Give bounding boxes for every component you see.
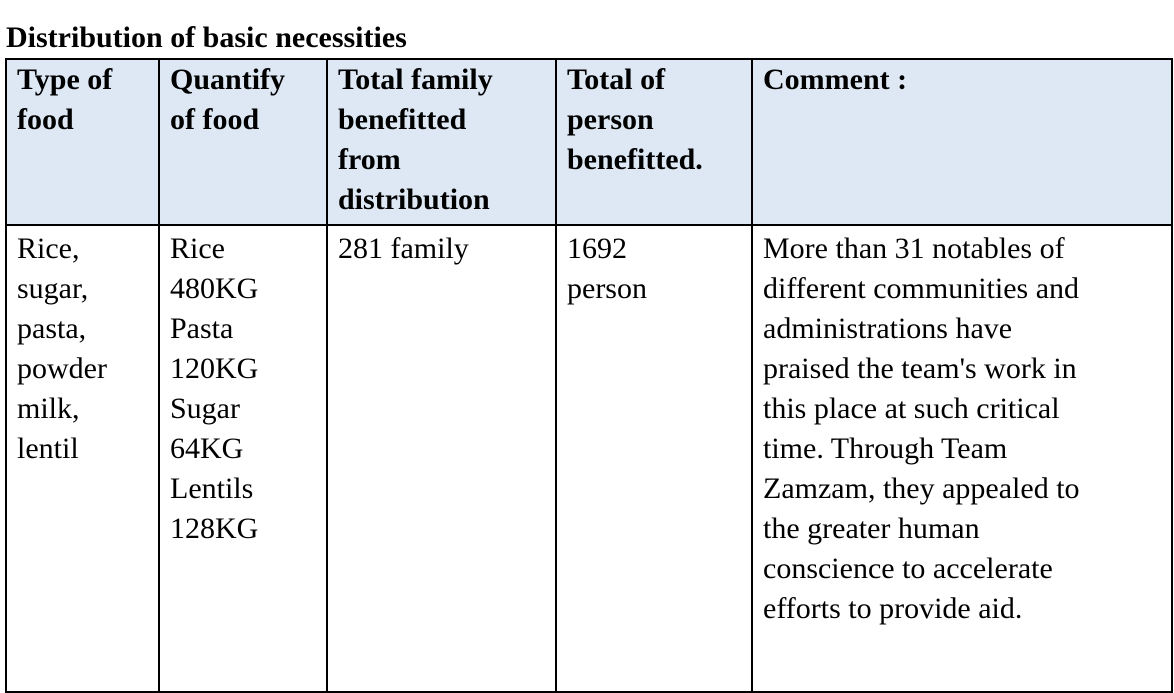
header-type-of-food <box>6 59 159 225</box>
cell-total-persons <box>556 225 752 692</box>
cell-line: 120KG <box>170 352 259 385</box>
cell-total-family <box>327 225 556 692</box>
cell-line: Lentils <box>170 472 254 505</box>
cell-line: person <box>567 272 647 305</box>
cell-line: efforts to provide aid. <box>763 592 1023 625</box>
cell-line: 1692 <box>567 232 627 265</box>
header-line: person <box>567 103 654 136</box>
cell-line: 281 family <box>338 232 469 265</box>
cell-line: Zamzam, they appealed to <box>763 472 1080 505</box>
header-line: distribution <box>338 183 490 216</box>
cell-comment <box>752 225 1172 692</box>
cell-line: Rice <box>170 232 225 265</box>
distribution-table <box>5 58 1173 693</box>
cell-line: this place at such critical <box>763 392 1060 425</box>
header-line: benefitted. <box>567 143 703 176</box>
cell-line: powder <box>17 352 107 385</box>
cell-line: different communities and <box>763 272 1080 305</box>
table-header-row <box>6 59 1172 225</box>
cell-line: Pasta <box>170 312 234 345</box>
cell-line: time. Through Team <box>763 432 1008 465</box>
cell-line: 64KG <box>170 432 244 465</box>
header-line: food <box>17 103 74 136</box>
header-line: Quantify <box>170 63 286 96</box>
cell-line: Rice, <box>17 232 80 265</box>
cell-quantity-of-food <box>159 225 327 692</box>
header-total-family <box>327 59 556 225</box>
cell-line: praised the team's work in <box>763 352 1077 385</box>
header-line: Comment : <box>763 63 908 96</box>
cell-line: the greater human <box>763 512 980 545</box>
table-row <box>6 225 1172 692</box>
header-line: from <box>338 143 401 176</box>
header-line: benefitted <box>338 103 467 136</box>
cell-line: conscience to accelerate <box>763 552 1053 585</box>
header-total-persons <box>556 59 752 225</box>
header-quantity-of-food <box>159 59 327 225</box>
header-line: Type of <box>17 63 113 96</box>
cell-line: lentil <box>17 432 79 465</box>
header-line: Total family <box>338 63 493 96</box>
cell-line: 480KG <box>170 272 259 305</box>
cell-line: administrations have <box>763 312 1013 345</box>
cell-line: 128KG <box>170 512 259 545</box>
cell-line: More than 31 notables of <box>763 232 1065 265</box>
header-comment <box>752 59 1172 225</box>
cell-line: Sugar <box>170 392 240 425</box>
header-line: Total of <box>567 63 666 96</box>
cell-line: milk, <box>17 392 80 425</box>
cell-line: sugar, <box>17 272 89 305</box>
header-line: of food <box>170 103 260 136</box>
cell-line: pasta, <box>17 312 87 345</box>
document-title: Distribution of basic necessities <box>6 21 407 54</box>
cell-type-of-food <box>6 225 159 692</box>
